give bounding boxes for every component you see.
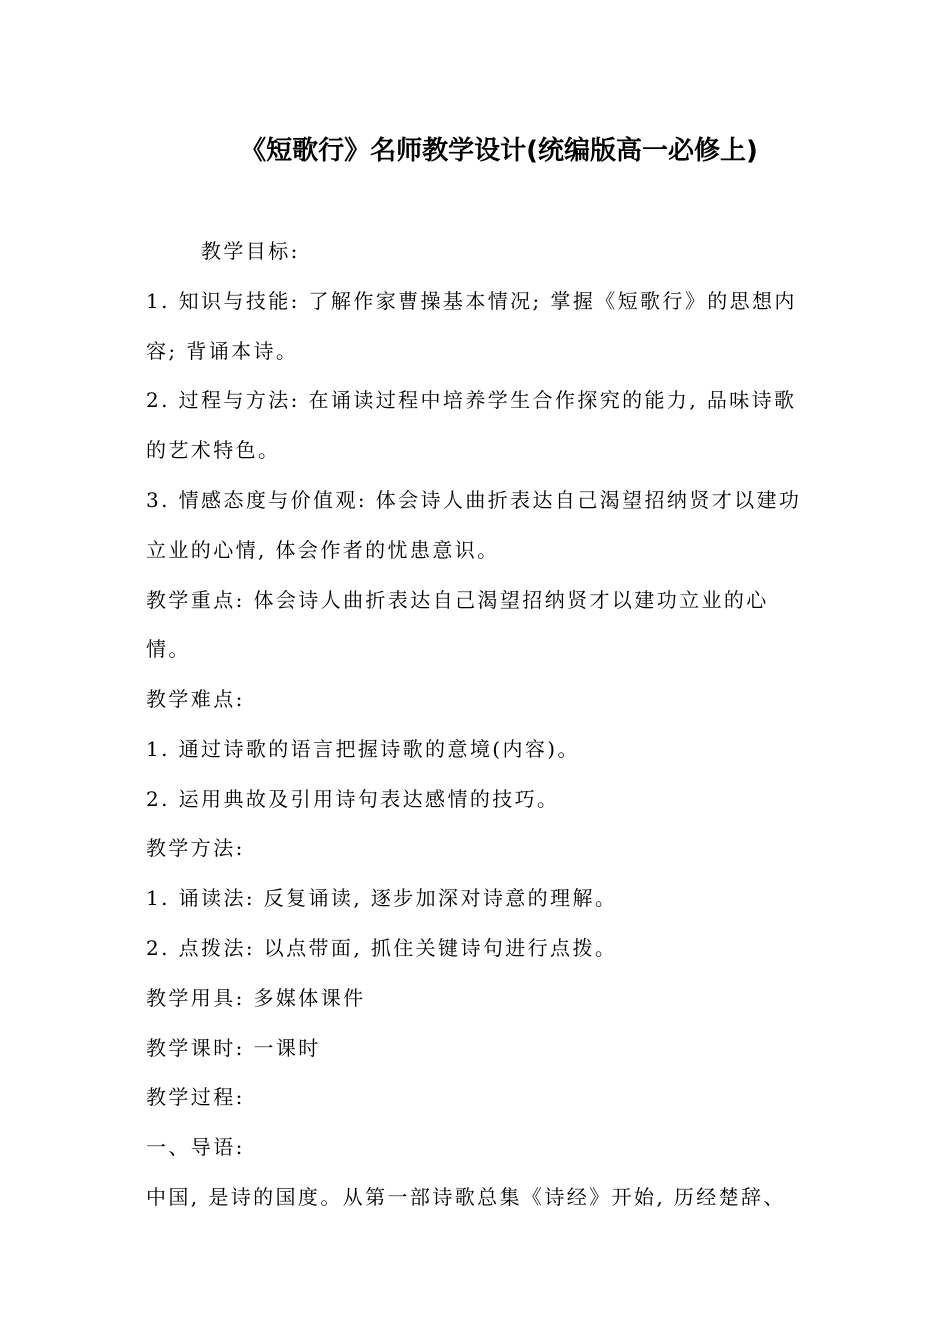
text-line: 中国, 是诗的国度。从第一部诗歌总集《诗经》开始, 历经楚辞、 <box>146 1185 786 1209</box>
text-line: 容; 背诵本诗。 <box>146 339 299 363</box>
text-line: 立业的心情, 体会作者的忧患意识。 <box>146 538 500 562</box>
text-line: 教学方法: <box>146 836 245 860</box>
text-line: 1. 通过诗歌的语言把握诗歌的意境(内容)。 <box>146 737 580 761</box>
text-line: 教学目标: <box>201 239 300 263</box>
text-line: 情。 <box>146 637 191 661</box>
text-line: 教学用具: 多媒体课件 <box>146 986 366 1010</box>
text-line: 1. 知识与技能: 了解作家曹操基本情况; 掌握《短歌行》的思想内 <box>146 289 797 313</box>
text-line: 教学课时: 一课时 <box>146 1036 321 1060</box>
text-line: 2. 运用典故及引用诗句表达感情的技巧。 <box>146 787 560 811</box>
text-line: 2. 点拨法: 以点带面, 抓住关键诗句进行点拨。 <box>146 936 618 960</box>
text-line: 教学过程: <box>146 1085 245 1109</box>
text-line: 一、导语: <box>146 1135 245 1159</box>
text-line: 的艺术特色。 <box>146 438 281 462</box>
text-line: 教学重点: 体会诗人曲折表达自己渴望招纳贤才以建功立业的心 <box>146 588 769 612</box>
document-title: 《短歌行》名师教学设计(统编版高一必修上) <box>240 136 758 166</box>
text-line: 1. 诵读法: 反复诵读, 逐步加深对诗意的理解。 <box>146 886 618 910</box>
text-line: 3. 情感态度与价值观: 体会诗人曲折表达自己渴望招纳贤才以建功 <box>146 488 802 512</box>
text-line: 2. 过程与方法: 在诵读过程中培养学生合作探究的能力, 品味诗歌 <box>146 388 797 412</box>
text-line: 教学难点: <box>146 687 245 711</box>
